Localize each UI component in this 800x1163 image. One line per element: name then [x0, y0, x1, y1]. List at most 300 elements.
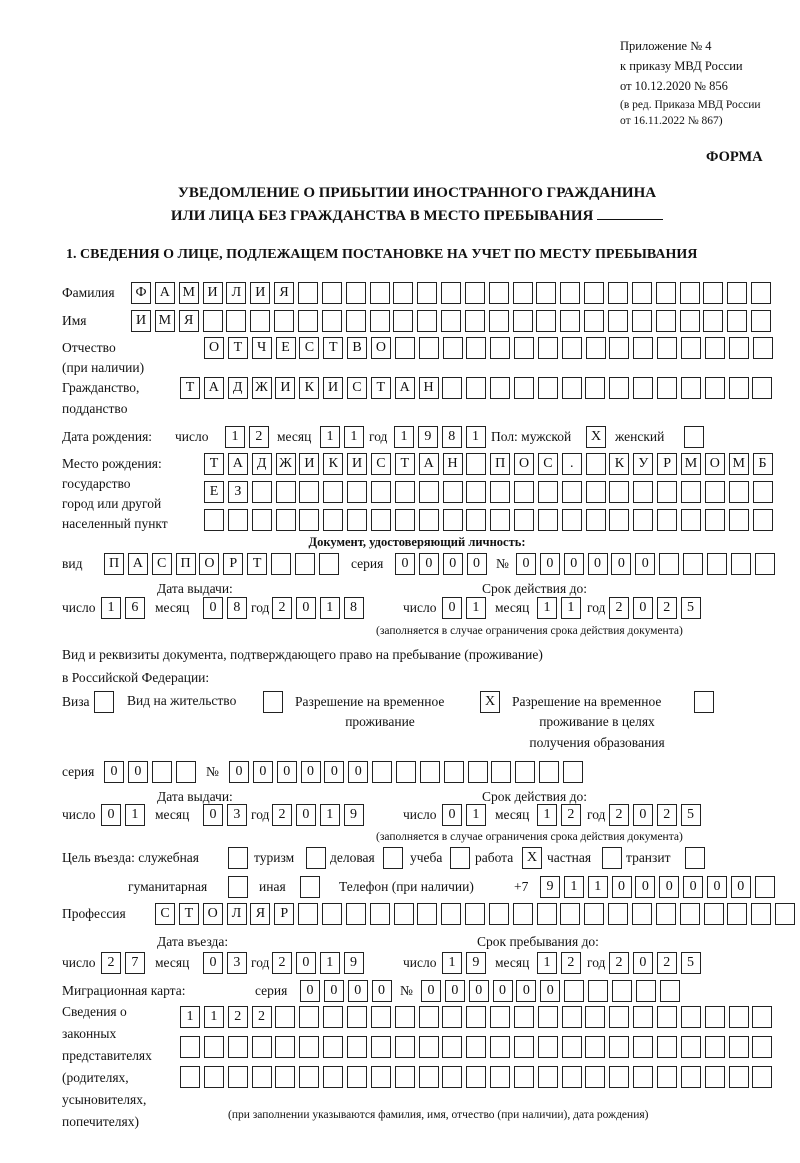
char-cell[interactable] — [420, 761, 440, 783]
char-cell[interactable]: 3 — [227, 804, 247, 826]
char-cell[interactable] — [441, 282, 461, 304]
checkbox-cell[interactable] — [228, 876, 248, 898]
char-cell[interactable]: Я — [179, 310, 199, 332]
char-cell[interactable] — [299, 1036, 319, 1058]
char-cell[interactable]: 8 — [344, 597, 364, 619]
char-cell[interactable] — [319, 553, 339, 575]
char-cell[interactable] — [442, 1006, 462, 1028]
char-cell[interactable]: 5 — [681, 597, 701, 619]
char-cell[interactable] — [562, 509, 582, 531]
char-cell[interactable] — [228, 1066, 248, 1088]
char-cell[interactable] — [657, 337, 677, 359]
char-cell[interactable]: 0 — [683, 876, 703, 898]
char-cell[interactable] — [323, 509, 343, 531]
char-cell[interactable]: 0 — [395, 553, 415, 575]
char-cell[interactable]: 2 — [657, 952, 677, 974]
char-cell[interactable] — [659, 553, 679, 575]
char-cell[interactable]: З — [228, 481, 248, 503]
char-cell[interactable] — [755, 876, 775, 898]
char-cell[interactable] — [419, 1066, 439, 1088]
char-cell[interactable] — [298, 282, 318, 304]
char-cell[interactable]: 0 — [296, 952, 316, 974]
char-cell[interactable] — [612, 980, 632, 1002]
char-cell[interactable] — [704, 903, 724, 925]
char-cell[interactable] — [275, 1066, 295, 1088]
char-cell[interactable]: 1 — [537, 597, 557, 619]
char-cell[interactable] — [152, 761, 172, 783]
char-cell[interactable]: 0 — [633, 952, 653, 974]
char-cell[interactable] — [271, 553, 291, 575]
char-cell[interactable] — [371, 481, 391, 503]
char-cell[interactable] — [585, 377, 605, 399]
char-cell[interactable]: 0 — [445, 980, 465, 1002]
char-cell[interactable]: А — [228, 453, 248, 475]
char-cell[interactable]: С — [155, 903, 175, 925]
char-cell[interactable] — [393, 282, 413, 304]
char-cell[interactable] — [274, 310, 294, 332]
char-cell[interactable] — [705, 1006, 725, 1028]
char-cell[interactable] — [276, 481, 296, 503]
char-cell[interactable]: Д — [228, 377, 248, 399]
char-cell[interactable] — [295, 553, 315, 575]
char-cell[interactable] — [347, 1006, 367, 1028]
char-cell[interactable] — [370, 903, 390, 925]
char-cell[interactable]: 2 — [609, 597, 629, 619]
char-cell[interactable] — [633, 337, 653, 359]
char-cell[interactable] — [538, 337, 558, 359]
char-cell[interactable] — [347, 481, 367, 503]
char-cell[interactable] — [346, 282, 366, 304]
char-cell[interactable] — [441, 310, 461, 332]
char-cell[interactable]: 2 — [561, 952, 581, 974]
char-cell[interactable]: 9 — [344, 952, 364, 974]
char-cell[interactable]: 0 — [128, 761, 148, 783]
checkbox-cell[interactable] — [228, 847, 248, 869]
char-cell[interactable]: С — [371, 453, 391, 475]
char-cell[interactable]: С — [538, 453, 558, 475]
char-cell[interactable] — [466, 377, 486, 399]
char-cell[interactable]: 1 — [344, 426, 364, 448]
char-cell[interactable]: 0 — [493, 980, 513, 1002]
char-cell[interactable]: 1 — [394, 426, 414, 448]
char-cell[interactable] — [609, 481, 629, 503]
char-cell[interactable] — [204, 509, 224, 531]
char-cell[interactable] — [705, 1036, 725, 1058]
char-cell[interactable] — [466, 1006, 486, 1028]
char-cell[interactable] — [705, 509, 725, 531]
char-cell[interactable] — [751, 282, 771, 304]
char-cell[interactable]: Е — [204, 481, 224, 503]
char-cell[interactable] — [514, 377, 534, 399]
char-cell[interactable] — [323, 1066, 343, 1088]
char-cell[interactable] — [681, 1066, 701, 1088]
char-cell[interactable]: 0 — [203, 804, 223, 826]
char-cell[interactable] — [539, 761, 559, 783]
char-cell[interactable] — [657, 509, 677, 531]
char-cell[interactable] — [180, 1036, 200, 1058]
char-cell[interactable]: 2 — [272, 804, 292, 826]
char-cell[interactable]: 0 — [635, 553, 655, 575]
char-cell[interactable] — [584, 310, 604, 332]
checkbox-cell[interactable] — [383, 847, 403, 869]
char-cell[interactable] — [393, 310, 413, 332]
char-cell[interactable] — [632, 282, 652, 304]
char-cell[interactable] — [370, 282, 390, 304]
place-of-stay-blank[interactable] — [597, 207, 663, 220]
char-cell[interactable] — [538, 509, 558, 531]
char-cell[interactable]: С — [152, 553, 172, 575]
char-cell[interactable] — [466, 453, 486, 475]
char-cell[interactable] — [636, 980, 656, 1002]
char-cell[interactable]: Т — [323, 337, 343, 359]
char-cell[interactable] — [419, 1006, 439, 1028]
char-cell[interactable] — [657, 377, 677, 399]
char-cell[interactable] — [417, 903, 437, 925]
char-cell[interactable]: Т — [180, 377, 200, 399]
char-cell[interactable] — [466, 509, 486, 531]
char-cell[interactable]: М — [155, 310, 175, 332]
char-cell[interactable]: А — [204, 377, 224, 399]
char-cell[interactable]: 2 — [657, 597, 677, 619]
char-cell[interactable]: Я — [250, 903, 270, 925]
char-cell[interactable]: 9 — [344, 804, 364, 826]
char-cell[interactable] — [323, 1036, 343, 1058]
char-cell[interactable] — [562, 1036, 582, 1058]
char-cell[interactable]: 0 — [296, 597, 316, 619]
char-cell[interactable] — [538, 1036, 558, 1058]
char-cell[interactable] — [419, 509, 439, 531]
char-cell[interactable]: 0 — [540, 980, 560, 1002]
checkbox-cell[interactable] — [94, 691, 114, 713]
char-cell[interactable]: Н — [419, 377, 439, 399]
char-cell[interactable] — [468, 761, 488, 783]
char-cell[interactable]: Т — [204, 453, 224, 475]
char-cell[interactable]: 6 — [125, 597, 145, 619]
char-cell[interactable] — [514, 337, 534, 359]
char-cell[interactable] — [299, 1066, 319, 1088]
char-cell[interactable]: 0 — [707, 876, 727, 898]
checkbox-cell[interactable] — [684, 426, 704, 448]
char-cell[interactable] — [396, 761, 416, 783]
char-cell[interactable]: 1 — [320, 804, 340, 826]
char-cell[interactable] — [751, 310, 771, 332]
char-cell[interactable] — [633, 509, 653, 531]
char-cell[interactable] — [395, 337, 415, 359]
char-cell[interactable]: И — [131, 310, 151, 332]
char-cell[interactable] — [537, 903, 557, 925]
char-cell[interactable]: 0 — [296, 804, 316, 826]
char-cell[interactable] — [562, 377, 582, 399]
char-cell[interactable] — [560, 282, 580, 304]
char-cell[interactable]: 9 — [466, 952, 486, 974]
char-cell[interactable] — [513, 903, 533, 925]
char-cell[interactable] — [729, 481, 749, 503]
char-cell[interactable] — [681, 1036, 701, 1058]
char-cell[interactable] — [729, 509, 749, 531]
char-cell[interactable]: 0 — [467, 553, 487, 575]
char-cell[interactable]: 0 — [419, 553, 439, 575]
char-cell[interactable] — [514, 1036, 534, 1058]
char-cell[interactable] — [632, 903, 652, 925]
char-cell[interactable] — [514, 1066, 534, 1088]
char-cell[interactable] — [562, 481, 582, 503]
char-cell[interactable] — [705, 481, 725, 503]
char-cell[interactable]: Т — [179, 903, 199, 925]
char-cell[interactable]: 0 — [348, 980, 368, 1002]
char-cell[interactable]: С — [299, 337, 319, 359]
char-cell[interactable] — [442, 1066, 462, 1088]
char-cell[interactable] — [753, 509, 773, 531]
char-cell[interactable]: 0 — [588, 553, 608, 575]
char-cell[interactable]: К — [609, 453, 629, 475]
char-cell[interactable] — [252, 481, 272, 503]
char-cell[interactable] — [585, 1036, 605, 1058]
char-cell[interactable]: С — [347, 377, 367, 399]
char-cell[interactable]: В — [347, 337, 367, 359]
char-cell[interactable] — [609, 1006, 629, 1028]
char-cell[interactable] — [299, 509, 319, 531]
char-cell[interactable] — [729, 1006, 749, 1028]
char-cell[interactable]: О — [203, 903, 223, 925]
char-cell[interactable] — [727, 310, 747, 332]
char-cell[interactable] — [588, 980, 608, 1002]
char-cell[interactable] — [252, 1036, 272, 1058]
char-cell[interactable] — [656, 310, 676, 332]
char-cell[interactable]: 0 — [442, 597, 462, 619]
char-cell[interactable] — [538, 377, 558, 399]
checkbox-cell[interactable] — [694, 691, 714, 713]
char-cell[interactable] — [490, 337, 510, 359]
char-cell[interactable] — [513, 310, 533, 332]
char-cell[interactable] — [490, 509, 510, 531]
char-cell[interactable] — [680, 903, 700, 925]
char-cell[interactable]: 0 — [469, 980, 489, 1002]
checkbox-cell[interactable] — [263, 691, 283, 713]
char-cell[interactable] — [395, 1006, 415, 1028]
char-cell[interactable]: 1 — [537, 952, 557, 974]
char-cell[interactable]: 0 — [348, 761, 368, 783]
char-cell[interactable] — [681, 337, 701, 359]
char-cell[interactable] — [417, 282, 437, 304]
char-cell[interactable] — [562, 1006, 582, 1028]
char-cell[interactable] — [752, 1036, 772, 1058]
char-cell[interactable]: 0 — [324, 761, 344, 783]
char-cell[interactable] — [204, 1066, 224, 1088]
char-cell[interactable] — [562, 1066, 582, 1088]
char-cell[interactable]: 0 — [372, 980, 392, 1002]
char-cell[interactable]: 0 — [540, 553, 560, 575]
char-cell[interactable] — [417, 310, 437, 332]
char-cell[interactable]: 0 — [443, 553, 463, 575]
char-cell[interactable] — [656, 903, 676, 925]
char-cell[interactable]: Ф — [131, 282, 151, 304]
char-cell[interactable]: 0 — [277, 761, 297, 783]
char-cell[interactable] — [299, 481, 319, 503]
char-cell[interactable]: 0 — [442, 804, 462, 826]
char-cell[interactable] — [752, 377, 772, 399]
char-cell[interactable]: 1 — [466, 426, 486, 448]
char-cell[interactable]: 2 — [657, 804, 677, 826]
char-cell[interactable]: 1 — [125, 804, 145, 826]
char-cell[interactable]: 2 — [272, 952, 292, 974]
checkbox-cell[interactable] — [685, 847, 705, 869]
char-cell[interactable] — [608, 310, 628, 332]
char-cell[interactable] — [322, 282, 342, 304]
char-cell[interactable]: 1 — [564, 876, 584, 898]
char-cell[interactable]: О — [705, 453, 725, 475]
char-cell[interactable] — [703, 282, 723, 304]
char-cell[interactable]: 5 — [681, 804, 701, 826]
char-cell[interactable] — [753, 337, 773, 359]
char-cell[interactable]: П — [104, 553, 124, 575]
char-cell[interactable]: О — [371, 337, 391, 359]
char-cell[interactable]: 0 — [301, 761, 321, 783]
char-cell[interactable] — [347, 1036, 367, 1058]
char-cell[interactable] — [609, 509, 629, 531]
char-cell[interactable] — [298, 903, 318, 925]
char-cell[interactable]: 0 — [300, 980, 320, 1002]
char-cell[interactable] — [536, 282, 556, 304]
char-cell[interactable] — [657, 1066, 677, 1088]
char-cell[interactable] — [513, 282, 533, 304]
char-cell[interactable] — [586, 453, 606, 475]
char-cell[interactable] — [633, 1006, 653, 1028]
char-cell[interactable]: Е — [276, 337, 296, 359]
char-cell[interactable]: Р — [274, 903, 294, 925]
char-cell[interactable] — [489, 903, 509, 925]
char-cell[interactable] — [275, 1036, 295, 1058]
checkbox-cell[interactable] — [306, 847, 326, 869]
char-cell[interactable] — [465, 310, 485, 332]
char-cell[interactable] — [444, 761, 464, 783]
char-cell[interactable]: И — [275, 377, 295, 399]
char-cell[interactable] — [705, 377, 725, 399]
char-cell[interactable] — [680, 310, 700, 332]
char-cell[interactable] — [514, 509, 534, 531]
char-cell[interactable]: А — [155, 282, 175, 304]
char-cell[interactable] — [729, 1066, 749, 1088]
char-cell[interactable] — [442, 1036, 462, 1058]
char-cell[interactable] — [633, 481, 653, 503]
char-cell[interactable]: Л — [226, 282, 246, 304]
char-cell[interactable]: И — [203, 282, 223, 304]
char-cell[interactable]: О — [199, 553, 219, 575]
char-cell[interactable]: 2 — [561, 804, 581, 826]
char-cell[interactable]: 0 — [203, 952, 223, 974]
char-cell[interactable]: 9 — [418, 426, 438, 448]
char-cell[interactable]: П — [490, 453, 510, 475]
char-cell[interactable] — [585, 1006, 605, 1028]
char-cell[interactable]: 1 — [588, 876, 608, 898]
char-cell[interactable]: . — [562, 453, 582, 475]
char-cell[interactable] — [729, 1036, 749, 1058]
char-cell[interactable] — [180, 1066, 200, 1088]
char-cell[interactable] — [443, 337, 463, 359]
char-cell[interactable]: 1 — [320, 952, 340, 974]
char-cell[interactable]: Ж — [276, 453, 296, 475]
char-cell[interactable] — [370, 310, 390, 332]
char-cell[interactable] — [465, 282, 485, 304]
char-cell[interactable] — [372, 761, 392, 783]
char-cell[interactable] — [203, 310, 223, 332]
char-cell[interactable] — [633, 377, 653, 399]
char-cell[interactable]: Т — [228, 337, 248, 359]
char-cell[interactable]: Р — [657, 453, 677, 475]
char-cell[interactable] — [275, 1006, 295, 1028]
char-cell[interactable]: Д — [252, 453, 272, 475]
char-cell[interactable]: 1 — [320, 426, 340, 448]
char-cell[interactable] — [228, 1036, 248, 1058]
char-cell[interactable]: 0 — [611, 553, 631, 575]
char-cell[interactable]: И — [299, 453, 319, 475]
char-cell[interactable] — [443, 509, 463, 531]
char-cell[interactable]: 8 — [227, 597, 247, 619]
char-cell[interactable] — [752, 1066, 772, 1088]
char-cell[interactable] — [441, 903, 461, 925]
char-cell[interactable]: Н — [443, 453, 463, 475]
checkbox-cell[interactable]: X — [586, 426, 606, 448]
char-cell[interactable] — [752, 1006, 772, 1028]
char-cell[interactable] — [632, 310, 652, 332]
char-cell[interactable]: И — [250, 282, 270, 304]
char-cell[interactable]: М — [179, 282, 199, 304]
char-cell[interactable]: 0 — [564, 553, 584, 575]
char-cell[interactable] — [322, 903, 342, 925]
char-cell[interactable] — [586, 481, 606, 503]
char-cell[interactable] — [707, 553, 727, 575]
char-cell[interactable]: 5 — [681, 952, 701, 974]
char-cell[interactable] — [395, 509, 415, 531]
char-cell[interactable] — [705, 337, 725, 359]
char-cell[interactable] — [608, 282, 628, 304]
char-cell[interactable]: К — [323, 453, 343, 475]
char-cell[interactable] — [419, 481, 439, 503]
char-cell[interactable]: 0 — [253, 761, 273, 783]
char-cell[interactable] — [514, 1006, 534, 1028]
char-cell[interactable]: 0 — [659, 876, 679, 898]
checkbox-cell[interactable]: X — [480, 691, 500, 713]
char-cell[interactable]: 0 — [516, 553, 536, 575]
char-cell[interactable] — [633, 1066, 653, 1088]
char-cell[interactable] — [347, 1066, 367, 1088]
char-cell[interactable] — [538, 1006, 558, 1028]
char-cell[interactable]: А — [395, 377, 415, 399]
char-cell[interactable]: 0 — [633, 597, 653, 619]
char-cell[interactable]: 8 — [442, 426, 462, 448]
char-cell[interactable]: 0 — [612, 876, 632, 898]
char-cell[interactable] — [727, 282, 747, 304]
char-cell[interactable] — [731, 553, 751, 575]
char-cell[interactable]: 2 — [228, 1006, 248, 1028]
char-cell[interactable] — [560, 310, 580, 332]
char-cell[interactable] — [323, 481, 343, 503]
char-cell[interactable] — [536, 310, 556, 332]
char-cell[interactable] — [560, 903, 580, 925]
char-cell[interactable] — [563, 761, 583, 783]
checkbox-cell[interactable] — [300, 876, 320, 898]
char-cell[interactable] — [609, 1036, 629, 1058]
char-cell[interactable] — [586, 509, 606, 531]
char-cell[interactable] — [703, 310, 723, 332]
char-cell[interactable]: 0 — [324, 980, 344, 1002]
char-cell[interactable]: 2 — [609, 804, 629, 826]
char-cell[interactable] — [489, 310, 509, 332]
char-cell[interactable]: 1 — [180, 1006, 200, 1028]
char-cell[interactable] — [490, 481, 510, 503]
char-cell[interactable]: Ч — [252, 337, 272, 359]
char-cell[interactable] — [681, 481, 701, 503]
char-cell[interactable]: А — [419, 453, 439, 475]
